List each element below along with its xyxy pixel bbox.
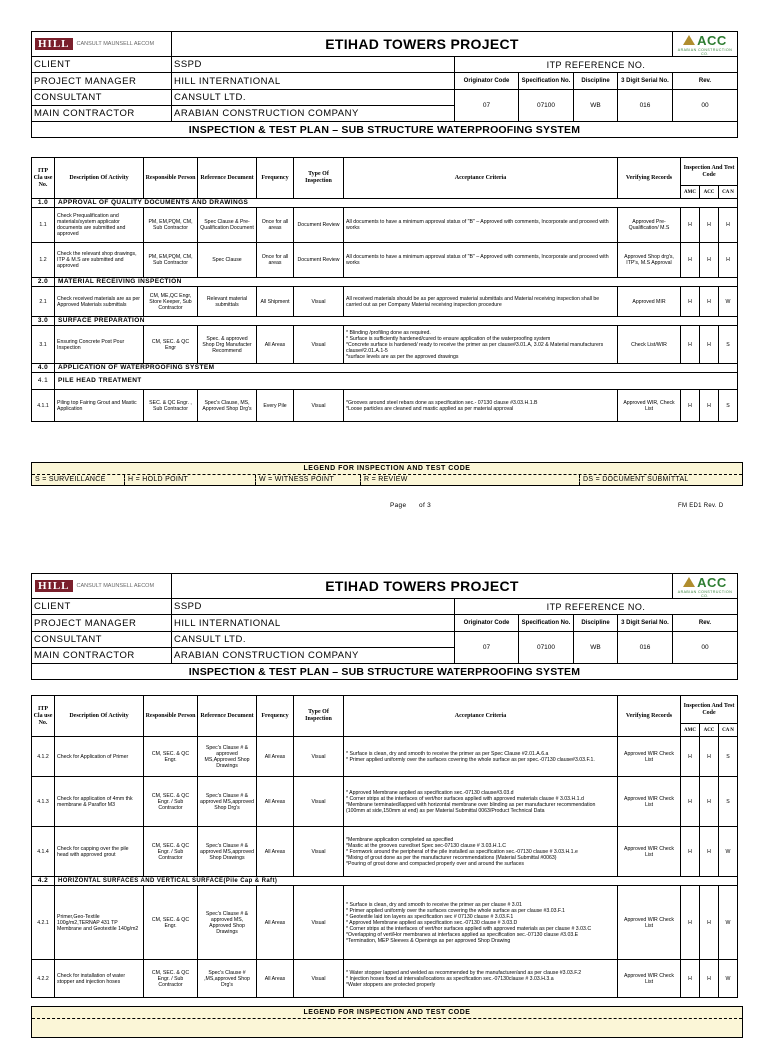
acceptance-criteria: All documents to have a minimum approval status of "B" – Approved with comments, Incorporate and proceed with works (344, 243, 618, 278)
contractor-label: MAIN CONTRACTOR (32, 648, 172, 664)
legend-document-submittal: DS = DOCUMENT SUBMITTAL (583, 476, 689, 483)
col-frequency: Frequency (257, 158, 294, 199)
ref-col-rev: Rev. (673, 73, 738, 90)
code-acc: H (700, 960, 719, 998)
frequency: Once for all areas (257, 243, 294, 278)
acceptance-criteria: * Surface is clean, dry and smooth to receive the primer as per clause # 3.01 * Primer applied uniformly over the surfaces covering the whole surface as per clause #3.03.F.1 * Geotextile laid ion layers as specification sec # 07130 clause # 3.03.F.1 * Approved Membrane applied as specification sec.-07130 clause # 3.03.D * Corner strips at the interfaces of vert/hor surfaces applied with approved materials as per clause # 3.03.C *Overlapping of vert/Hor membranes at interfaces applied as specification sec.-07130 clause #3.03.E *Termination, MEP Sleeves & Openings as per approved Shop Drawing (344, 886, 618, 960)
acc-logo-text: ACC (697, 574, 727, 590)
consultant-value: CANSULT LTD. (172, 90, 455, 106)
acc-triangle-icon (683, 35, 695, 45)
hill-logo-text: HILL (35, 38, 73, 50)
table-row (32, 287, 738, 317)
section-number: 4.1 (32, 373, 55, 390)
responsible-person: PM, EM,PQM, CM, Sub Contractor (144, 208, 198, 243)
reference-document: Spec Clause & Pre-Qualification Document (198, 208, 257, 243)
col-inspection-code: Inspection And Test Code (681, 696, 738, 724)
frequency: All Areas (257, 960, 294, 998)
ref-val-originator: 07 (455, 90, 519, 122)
clause-no: 4.2.2 (32, 960, 55, 998)
acc-triangle-icon (683, 577, 695, 587)
ref-col-spec: Specification No. (519, 615, 574, 632)
activity-description: Check for capping over the pile head with approved grout (55, 827, 144, 877)
col-responsible: Responsible Person (144, 696, 198, 737)
responsible-person: CM, ME,QC Engr, Store Keeper, Sub Contractor (144, 287, 198, 317)
code-acc: H (700, 390, 719, 422)
clause-no: 1.1 (32, 208, 55, 243)
frequency: All Shipment (257, 287, 294, 317)
ref-val-discipline: WB (574, 90, 618, 122)
activity-description: Check for installation of water stopper and injection hoses (55, 960, 144, 998)
code-amc: H (681, 208, 700, 243)
page-number (390, 502, 431, 509)
legend-surveillance: S = SURVEILLANCE (32, 475, 125, 485)
legend-review: R = REVIEW (361, 475, 580, 485)
project-title: ETIHAD TOWERS PROJECT (172, 574, 673, 599)
acceptance-criteria: All received materials should be as per approved material submittals and Material receiving inspection shall be carried out as per Company Material receiving inspection procedure (344, 287, 618, 317)
section-row (32, 877, 738, 886)
code-amc: H (681, 960, 700, 998)
col-frequency: Frequency (257, 696, 294, 737)
col-description: Description Of Activity (55, 158, 144, 199)
acceptance-criteria: * Approved Membrane applied as specification sec.-07130 clause#3.03.d * Corner strips at the interfaces of vert/hor surfaces applied with approved materials clause # 3.03.H.1.d *Membrane terminated/lapped with horizontal membrane over blinding as per manufacturer recommendation (100mm at side,150mm at end) as per Material Submittal 0063/Product Technical Data (344, 777, 618, 827)
reference-document: Spec's Clause # & approved MS, Approved Shop Drawings (198, 886, 257, 960)
table-row (32, 827, 738, 877)
pm-label: PROJECT MANAGER (32, 73, 172, 90)
inspection-type: Visual (294, 737, 344, 777)
responsible-person: CM, SEC. & QC Engr. / Sub Contractor (144, 827, 198, 877)
clause-no: 2.1 (32, 287, 55, 317)
inspection-type: Visual (294, 960, 344, 998)
reference-document: Relevant material submittals (198, 287, 257, 317)
itp-ref-title: ITP REFERENCE NO. (455, 599, 738, 615)
inspection-type: Visual (294, 287, 344, 317)
col-clause: ITP Cla use No. (32, 696, 55, 737)
col-acceptance: Acceptance Criteria (344, 158, 618, 199)
ref-col-originator: Originator Code (455, 73, 519, 90)
verifying-records: Approved WIR, Check List (618, 390, 681, 422)
clause-no: 1.2 (32, 243, 55, 278)
hill-logo-text: HILL (35, 580, 73, 592)
contractor-value: ARABIAN CONSTRUCTION COMPANY (172, 106, 455, 122)
frequency: All Areas (257, 827, 294, 877)
hill-logo (32, 574, 172, 599)
activity-description: Check for application of 4mm thk membrane & Paraflor M3 (55, 777, 144, 827)
section-row (32, 373, 738, 390)
col-can: CA N (719, 186, 738, 199)
clause-no: 3.1 (32, 326, 55, 364)
plan-title: INSPECTION & TEST PLAN – SUB STRUCTURE WATERPROOFING SYSTEM (32, 664, 738, 680)
col-type: Type Of Inspection (294, 696, 344, 737)
frequency: All Areas (257, 777, 294, 827)
activity-description: Check received materials are as per Approved Materials submittals (55, 287, 144, 317)
ref-col-discipline: Discipline (574, 73, 618, 90)
section-row (32, 278, 738, 287)
table-row (32, 737, 738, 777)
section-row (32, 317, 738, 326)
code-amc: H (681, 827, 700, 877)
responsible-person: CM, SEC. & QC Engr. / Sub Contractor (144, 777, 198, 827)
col-acceptance: Acceptance Criteria (344, 696, 618, 737)
frequency: All Areas (257, 737, 294, 777)
clause-no: 4.1.4 (32, 827, 55, 877)
acceptance-criteria: *Membrane application completed as specified *Mastic at the grooves cured/set Spec sec-07130 clause # 3.03.H.1.C * Formwork around the peripheral of the pile installed as specification sec.-07130 clause # 3.03.H.1.e *Mixing of grout done as per the manufacturer recommendations (Material Submittal #0063) *Pouring of grout done and compacted properly over and around the surfaces (344, 827, 618, 877)
section-title: HORIZONTAL SURFACES AND VERTICAL SURFACE(Pile Cap & Raft) (55, 877, 738, 886)
pm-value: HILL INTERNATIONAL (172, 73, 455, 90)
pm-value: HILL INTERNATIONAL (172, 615, 455, 632)
reference-document: Spec's Clause, MS, Approved Shop Drg's (198, 390, 257, 422)
col-clause: ITP Cla use No. (32, 158, 55, 199)
table-row (32, 886, 738, 960)
section-number: 1.0 (32, 199, 55, 208)
frequency: Every Pile (257, 390, 294, 422)
col-inspection-code: Inspection And Test Code (681, 158, 738, 186)
verifying-records: Approved MIR (618, 287, 681, 317)
section-number: 4.2 (32, 877, 55, 886)
code-amc: H (681, 243, 700, 278)
responsible-person: PM, EM,PQM, CM, Sub Contractor (144, 243, 198, 278)
legend-title: LEGEND FOR INSPECTION AND TEST CODE (32, 1007, 742, 1019)
code-acc: H (700, 287, 719, 317)
ref-col-originator: Originator Code (455, 615, 519, 632)
inspection-type: Document Review (294, 243, 344, 278)
reference-document: Spec Clause (198, 243, 257, 278)
code-amc: H (681, 326, 700, 364)
section-row (32, 199, 738, 208)
sheet-page-1 (0, 31, 768, 509)
acceptance-criteria: All documents to have a minimum approval status of "B" – Approved with comments, Incorporate and proceed with works (344, 208, 618, 243)
code-amc: H (681, 287, 700, 317)
activity-description: Primer,Geo-Textile 100g/m2,TERNAP 431 TP Membrane and Geotextile 140g/m2 (55, 886, 144, 960)
inspection-type: Visual (294, 827, 344, 877)
table-row (32, 777, 738, 827)
code-acc: H (700, 208, 719, 243)
form-number: FM ED1 Rev. D (678, 503, 724, 509)
col-reference: Reference Document (198, 158, 257, 199)
col-verifying: Verifying Records (618, 696, 681, 737)
col-verifying: Verifying Records (618, 158, 681, 199)
itp-table (31, 157, 738, 422)
code-acc: H (700, 243, 719, 278)
frequency: All Areas (257, 886, 294, 960)
section-title: PILE HEAD TREATMENT (55, 373, 738, 390)
section-title: MATERIAL RECEIVING INSPECTION (55, 278, 738, 287)
ref-val-serial: 016 (618, 632, 673, 664)
section-number: 2.0 (32, 278, 55, 287)
acc-logo-subtitle: ARABIAN CONSTRUCTION CO. (677, 47, 733, 56)
page-count: of 3 (419, 502, 432, 509)
acc-logo (673, 574, 738, 599)
section-number: 4.0 (32, 364, 55, 373)
code-amc: H (681, 886, 700, 960)
legend-box (31, 462, 743, 486)
responsible-person: CM, SEC. & QC Engr. (144, 886, 198, 960)
table-row (32, 208, 738, 243)
col-can: CA N (719, 724, 738, 737)
acceptance-criteria: *Grooves around steel rebars done as specification sec.- 07130 clause #3.03.H.1.B *Loose particles are cleaned and mastic applied as per material approval (344, 390, 618, 422)
section-number: 3.0 (32, 317, 55, 326)
acceptance-criteria: * Water stopper lapped and welded as recommended by the manufacturer/and as per clause #3.03.F.2 * Injection hoses fixed at intervals/locations as specification sec.-07130clause # 3.03.H.3.a *Water stoppers are protected properly (344, 960, 618, 998)
responsible-person: CM, SEC. & QC Engr. / Sub Contractor (144, 960, 198, 998)
ref-col-serial: 3 Digit Serial No. (618, 73, 673, 90)
table-row (32, 390, 738, 422)
clause-no: 4.1.2 (32, 737, 55, 777)
legend-title: LEGEND FOR INSPECTION AND TEST CODE (32, 463, 742, 475)
code-amc: H (681, 777, 700, 827)
verifying-records: Approved WIR Check List (618, 886, 681, 960)
hill-logo (32, 32, 172, 57)
section-title: SURFACE PREPARATION (55, 317, 738, 326)
ref-col-serial: 3 Digit Serial No. (618, 615, 673, 632)
pm-label: PROJECT MANAGER (32, 615, 172, 632)
partner-logos: CANSULT MAUNSELL AECOM (76, 41, 155, 47)
sheet-page-2 (0, 573, 768, 1016)
reference-document: Spec's Clause # & approved MS,Approved Shop Drawings (198, 737, 257, 777)
code-can: S (719, 737, 738, 777)
col-description: Description Of Activity (55, 696, 144, 737)
activity-description: Check for Application of Primer (55, 737, 144, 777)
clause-no: 4.1.1 (32, 390, 55, 422)
legend-box (31, 1006, 743, 1038)
verifying-records: Approved WIR Check List (618, 777, 681, 827)
consultant-value: CANSULT LTD. (172, 632, 455, 648)
client-value: SSPD (172, 57, 455, 73)
section-title: APPLICATION OF WATERPROOFING SYSTEM (55, 364, 738, 373)
inspection-type: Visual (294, 777, 344, 827)
verifying-records: Approved Pre-Qualification/ M.S (618, 208, 681, 243)
contractor-value: ARABIAN CONSTRUCTION COMPANY (172, 648, 455, 664)
acceptance-criteria: * Surface is clean, dry and smooth to receive the primer as per Spec Clause #2.01.A.6.a * Primer applied uniformly over the surfaces covering the whole surface as per spec.-07130 clause#3.03.F.1. (344, 737, 618, 777)
reference-document: Spec's Clause # ,MS,approved Shop Drg's (198, 960, 257, 998)
code-acc: H (700, 886, 719, 960)
code-can: S (719, 777, 738, 827)
project-header (31, 573, 738, 680)
ref-val-originator: 07 (455, 632, 519, 664)
acc-logo-subtitle: ARABIAN CONSTRUCTION CO. (677, 589, 733, 598)
acceptance-criteria: * Blinding /profiling done as required. * Surface is sufficiently hardened/cured to ensure application of the waterproofing system *Concrete surface is hardened/ ready to receive the primer as per clause#3.01.A, 3.02 & Material manufacturers clause#2.01.A.1-5 *surface levels are as per the approved drawings (344, 326, 618, 364)
ref-val-serial: 016 (618, 90, 673, 122)
col-responsible: Responsible Person (144, 158, 198, 199)
clause-no: 4.2.1 (32, 886, 55, 960)
ref-val-discipline: WB (574, 632, 618, 664)
project-title: ETIHAD TOWERS PROJECT (172, 32, 673, 57)
page-label: Page (390, 502, 407, 509)
frequency: Once for all areas (257, 208, 294, 243)
table-row (32, 960, 738, 998)
consultant-label: CONSULTANT (32, 90, 172, 106)
acc-logo-text: ACC (697, 32, 727, 48)
legend-witness-point: W = WITNESS POINT (256, 475, 361, 485)
activity-description: Ensuring Concrete Post Pour Inspection (55, 326, 144, 364)
verifying-records: Check List/WIR (618, 326, 681, 364)
code-can: S (719, 326, 738, 364)
code-acc: H (700, 737, 719, 777)
code-acc: H (700, 326, 719, 364)
section-title: APPROVAL OF QUALITY DOCUMENTS AND DRAWINGS (55, 199, 738, 208)
table-row (32, 326, 738, 364)
client-value: SSPD (172, 599, 455, 615)
col-acc: ACC (700, 724, 719, 737)
inspection-type: Document Review (294, 208, 344, 243)
section-row (32, 364, 738, 373)
ref-col-rev: Rev. (673, 615, 738, 632)
verifying-records: Approved Shop drg's, ITP's, M.S Approval (618, 243, 681, 278)
contractor-label: MAIN CONTRACTOR (32, 106, 172, 122)
reference-document: Spec. & approved Shop Drg Manufacter Recommend (198, 326, 257, 364)
inspection-type: Visual (294, 326, 344, 364)
legend-hold-point: H = HOLD POINT (125, 475, 256, 485)
ref-val-rev: 00 (673, 90, 738, 122)
responsible-person: CM, SEC. & QC Engr (144, 326, 198, 364)
code-can: W (719, 960, 738, 998)
col-acc: ACC (700, 186, 719, 199)
partner-logos: CANSULT MAUNSELL AECOM (76, 583, 155, 589)
col-amc: AMC (681, 724, 700, 737)
clause-no: 4.1.3 (32, 777, 55, 827)
code-can: H (719, 208, 738, 243)
col-amc: AMC (681, 186, 700, 199)
acc-logo (673, 32, 738, 57)
plan-title: INSPECTION & TEST PLAN – SUB STRUCTURE WATERPROOFING SYSTEM (32, 122, 738, 138)
code-can: W (719, 287, 738, 317)
project-header (31, 31, 738, 138)
col-type: Type Of Inspection (294, 158, 344, 199)
code-amc: H (681, 390, 700, 422)
inspection-type: Visual (294, 886, 344, 960)
ref-val-spec: 07100 (519, 632, 574, 664)
reference-document: Spec's Clause # & approved MS,approved Shop Drg's (198, 777, 257, 827)
verifying-records: Approved WIR Check List (618, 960, 681, 998)
code-acc: H (700, 777, 719, 827)
code-can: H (719, 243, 738, 278)
ref-col-discipline: Discipline (574, 615, 618, 632)
code-acc: H (700, 827, 719, 877)
consultant-label: CONSULTANT (32, 632, 172, 648)
client-label: CLIENT (32, 57, 172, 73)
activity-description: Check Prequalification and materials/system applicator documents are submitted and approved (55, 208, 144, 243)
activity-description: Check the relevant shop drawings, ITP & M.S are submitted and approved (55, 243, 144, 278)
ref-col-spec: Specification No. (519, 73, 574, 90)
legend-items (32, 475, 742, 485)
ref-val-rev: 00 (673, 632, 738, 664)
client-label: CLIENT (32, 599, 172, 615)
code-can: W (719, 886, 738, 960)
col-reference: Reference Document (198, 696, 257, 737)
frequency: All Areas (257, 326, 294, 364)
responsible-person: CM, SEC. & QC Engr. (144, 737, 198, 777)
code-can: W (719, 827, 738, 877)
code-amc: H (681, 737, 700, 777)
itp-table (31, 695, 738, 998)
code-can: S (719, 390, 738, 422)
inspection-type: Visual (294, 390, 344, 422)
itp-ref-title: ITP REFERENCE NO. (455, 57, 738, 73)
verifying-records: Approved WIR Check List (618, 737, 681, 777)
table-row (32, 243, 738, 278)
activity-description: Piling top Fairing Grout and Mastic Application (55, 390, 144, 422)
responsible-person: SEC. & QC Engr. , Sub Contractor (144, 390, 198, 422)
reference-document: Spec's Clause # & approved MS,approved Shop Drawings (198, 827, 257, 877)
ref-val-spec: 07100 (519, 90, 574, 122)
verifying-records: Approved WIR Check List (618, 827, 681, 877)
